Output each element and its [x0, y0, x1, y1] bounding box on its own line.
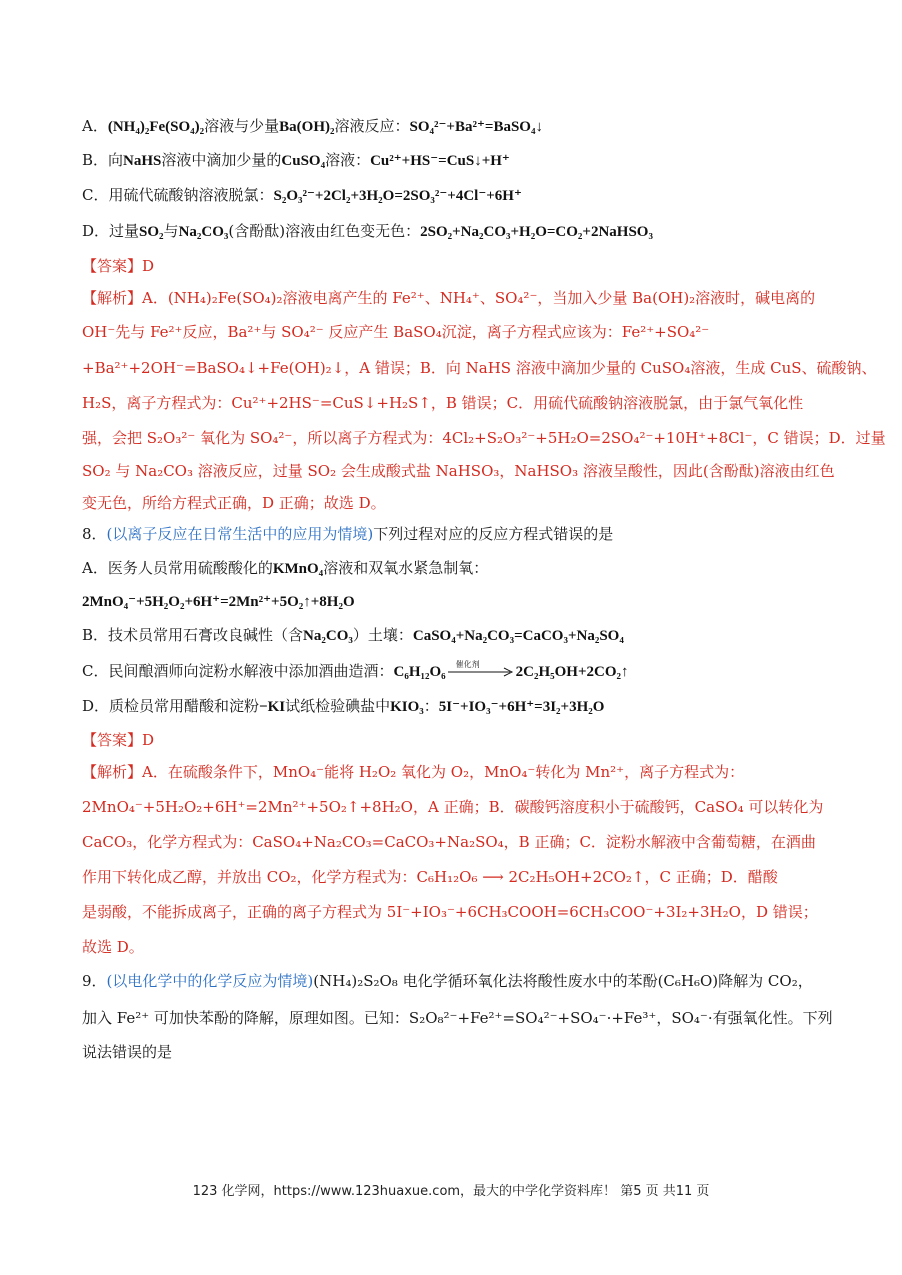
- q8-analysis-line-2: 2MnO₄⁻+5H₂O₂+6H⁺=2Mn²⁺+5O₂↑+8H₂O，A 正确；B．碳酸钙溶度积小于硫酸钙，CaSO₄ 可以转化为: [82, 798, 824, 816]
- question-context: (以电化学中的化学反应为情境): [106, 972, 314, 990]
- q7-option-b: [82, 150, 842, 171]
- q8-option-a: [82, 558, 842, 579]
- q7-option-d: [82, 221, 842, 242]
- page-footer: 123 化学网，https://www.123huaxue.com，最大的中学化学资料库！ 第5 页 共11 页: [192, 1184, 710, 1199]
- text: 溶液和双氧水紧急制氧：: [323, 559, 489, 577]
- equation: Cu²⁺+HS⁻=CuS↓+H⁺: [370, 153, 510, 169]
- equation: C₆H₁₂O₆: [393, 664, 446, 680]
- question-stem: (NH₄)₂S₂O₈ 电化学循环氧化法将酸性废水中的苯酚(C₆H₆O)降解为 CO₂，: [313, 972, 813, 990]
- equation: SO₄²⁻+Ba²⁺=BaSO₄↓: [409, 119, 543, 135]
- q9-stem-line-2: 加入 Fe²⁺ 可加快苯酚的降解，原理如图。已知：S₂O₈²⁻+Fe²⁺=SO₄²⁻+SO₄⁻·+Fe³⁺，SO₄⁻·有强氧化性。下列: [82, 1009, 833, 1027]
- formula: Ba(OH)₂: [279, 119, 335, 135]
- q8-analysis-line-4: 作用下转化成乙醇，并放出 CO₂，化学方程式为：C₆H₁₂O₆ ⟶ 2C₂H₅OH+2CO₂↑，C 正确；D．醋酸: [82, 868, 778, 886]
- question-number: 9．: [82, 972, 107, 990]
- q8-option-b: [82, 625, 842, 646]
- option-label: C．用硫代硫酸钠溶液脱氯：: [82, 186, 274, 204]
- formula: KMnO₄: [272, 561, 324, 577]
- q8-analysis-line-1: 【解析】A．在硫酸条件下，MnO₄⁻能将 H₂O₂ 氧化为 O₂，MnO₄⁻转化为 Mn²⁺，离子方程式为：: [82, 763, 745, 781]
- question-stem: 下列过程对应的反应方程式错误的是: [373, 525, 614, 543]
- text: D．质检员常用醋酸和淀粉: [82, 697, 260, 715]
- q7-analysis-line-6: SO₂ 与 Na₂CO₃ 溶液反应，过量 SO₂ 会生成酸式盐 NaHSO₃，NaHSO₃ 溶液呈酸性，因此(含酚酞)溶液由红色: [82, 462, 835, 480]
- text: ：: [423, 697, 439, 715]
- q8-analysis-line-6: 故选 D。: [82, 938, 144, 956]
- arrow-icon: [446, 661, 516, 681]
- q8-option-a-equation: [82, 591, 842, 612]
- q7-analysis-line-2: OH⁻先与 Fe²⁺反应，Ba²⁺与 SO₄²⁻ 反应产生 BaSO₄沉淀，离子方程式应该为：Fe²⁺+SO₄²⁻: [82, 323, 710, 341]
- text: 溶液与少量: [204, 117, 280, 135]
- text: 试纸检验碘盐中: [285, 697, 391, 715]
- q7-analysis-line-1: 【解析】A．(NH₄)₂Fe(SO₄)₂溶液电离产生的 Fe²⁺、NH₄⁺、SO₄²⁻，当加入少量 Ba(OH)₂溶液时，碱电离的: [82, 289, 816, 307]
- question-context: (以离子反应在日常生活中的应用为情境): [106, 525, 374, 543]
- text: 溶液中滴加少量的: [161, 151, 282, 169]
- equation: 2MnO₄⁻+5H₂O₂+6H⁺=2Mn²⁺+5O₂↑+8H₂O: [82, 594, 355, 610]
- q7-analysis-line-5: 强，会把 S₂O₃²⁻ 氧化为 SO₄²⁻，所以离子方程式为：4Cl₂+S₂O₃²⁻+5H₂O=2SO₄²⁻+10H⁺+8Cl⁻，C 错误；D．过量: [82, 429, 886, 447]
- formula: Na₂CO₃: [178, 224, 229, 240]
- q8-option-d: [82, 696, 842, 717]
- q7-analysis-line-4: H₂S，离子方程式为：Cu²⁺+2HS⁻=CuS↓+H₂S↑，B 错误；C．用硫代硫酸钠溶液脱氯，由于氯气氧化性: [82, 394, 804, 412]
- q7-analysis-line-7: 变无色，所给方程式正确，D 正确；故选 D。: [82, 494, 386, 512]
- q7-analysis-line-3: +Ba²⁺+2OH⁻=BaSO₄↓+Fe(OH)₂↓，A 错误；B．向 NaHS 溶液中滴加少量的 CuSO₄溶液，生成 CuS、硫酸钠、: [82, 359, 877, 377]
- text: 溶液：: [325, 151, 371, 169]
- text: B．技术员常用石膏改良碱性（含: [82, 626, 304, 644]
- text: C．民间酿酒师向淀粉水解液中添加酒曲造酒：: [82, 662, 394, 680]
- q8-analysis-line-3: CaCO₃，化学方程式为：CaSO₄+Na₂CO₃=CaCO₃+Na₂SO₄，B 正确；C．淀粉水解液中含葡萄糖，在酒曲: [82, 833, 816, 851]
- q8-analysis-line-5: 是弱酸，不能拆成离子，正确的离子方程式为 5I⁻+IO₃⁻+6CH₃COOH=6CH₃COO⁻+3I₂+3H₂O，D 错误；: [82, 903, 818, 921]
- formula: NaHS: [123, 153, 162, 169]
- text: 溶液反应：: [334, 117, 410, 135]
- text: ）土壤：: [352, 626, 413, 644]
- q7-answer: 【答案】D: [82, 257, 155, 275]
- text: 与: [163, 222, 179, 240]
- text: (含酚酞)溶液由红色变无色：: [228, 222, 421, 240]
- q7-option-a: [82, 116, 842, 137]
- formula: KIO₃: [390, 699, 424, 715]
- reaction-arrow: [446, 661, 516, 681]
- formula: (NH₄)₂Fe(SO₄)₂: [107, 119, 205, 135]
- question-number: 8．: [82, 525, 107, 543]
- q7-option-c: [82, 185, 842, 206]
- equation: 2C₂H₅OH+2CO₂↑: [515, 664, 629, 680]
- formula: Na₂CO₃: [303, 628, 353, 644]
- equation: S₂O₃²⁻+2Cl₂+3H₂O=2SO₃²⁻+4Cl⁻+6H⁺: [273, 188, 522, 204]
- q9-stem-line-3: 说法错误的是: [82, 1043, 173, 1061]
- formula: −KI: [259, 699, 286, 715]
- q8-answer: 【答案】D: [82, 731, 155, 749]
- catalyst-label: 催化剂: [455, 660, 480, 669]
- equation: 5I⁻+IO₃⁻+6H⁺=3I₂+3H₂O: [438, 699, 605, 715]
- option-label: D．过量: [82, 222, 140, 240]
- equation: CaSO₄+Na₂CO₃=CaCO₃+Na₂SO₄: [412, 628, 624, 644]
- q8-option-c: [82, 661, 842, 682]
- option-label: A．: [82, 117, 108, 135]
- formula: CuSO₄: [281, 153, 326, 169]
- option-label: B．向: [82, 151, 124, 169]
- text: A．医务人员常用硫酸酸化的: [82, 559, 273, 577]
- q8-stem: [82, 524, 842, 544]
- formula: SO₂: [139, 224, 164, 240]
- equation: 2SO₂+Na₂CO₃+H₂O=CO₂+2NaHSO₃: [420, 224, 653, 240]
- q9-stem-line-1: [82, 971, 842, 991]
